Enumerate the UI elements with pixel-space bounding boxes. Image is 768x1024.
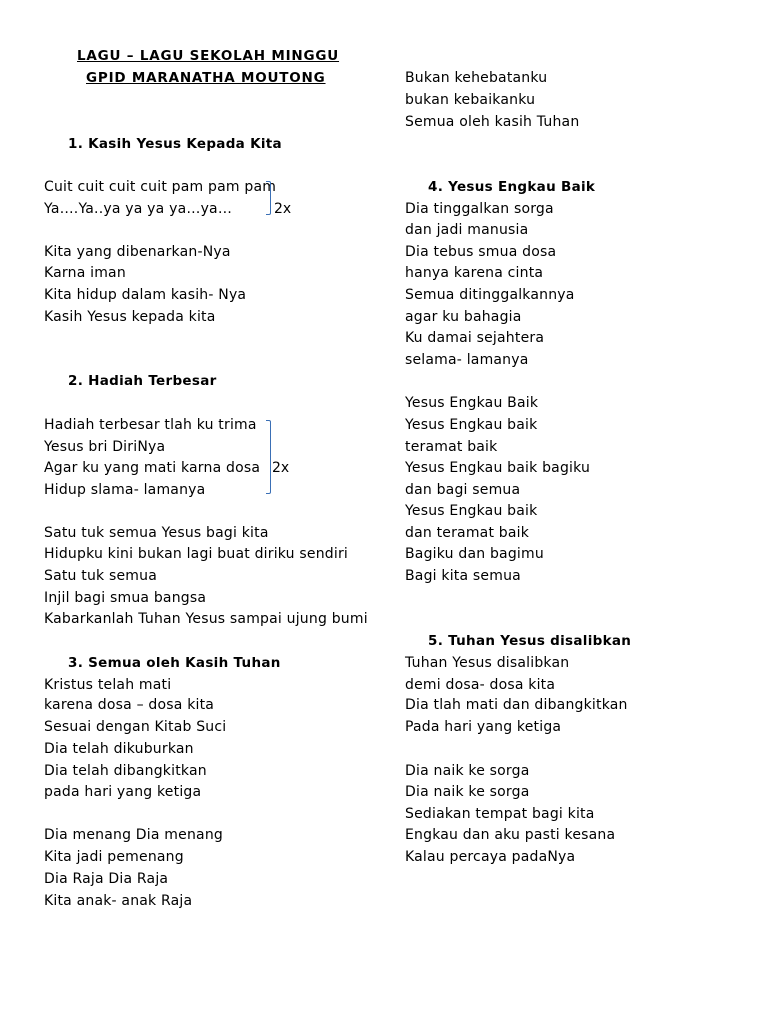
song-4-line: Bagiku dan bagimu <box>405 546 544 562</box>
song-3-line: Dia telah dibangkitkan <box>44 763 207 779</box>
song-4-line: dan teramat baik <box>405 525 530 541</box>
song-5-line: Dia naik ke sorga <box>405 784 530 800</box>
song-2-line: Satu tuk semua Yesus bagi kita <box>44 525 269 541</box>
song-4-line: Yesus Engkau baik <box>405 417 538 433</box>
song-1-line: Ya….Ya..ya ya ya ya…ya… <box>44 201 233 217</box>
song-4-line: Yesus Engkau baik <box>405 503 538 519</box>
song-3-line: bukan kebaikanku <box>405 92 536 108</box>
song-5-line: Dia naik ke sorga <box>405 763 530 779</box>
song-4-line: hanya karena cinta <box>405 265 544 281</box>
song-3-line: Kita anak- anak Raja <box>44 893 193 909</box>
song-4-line: Dia tebus smua dosa <box>405 244 557 260</box>
song-1-line: Cuit cuit cuit cuit pam pam pam <box>44 179 277 195</box>
song-2-line: Satu tuk semua <box>44 568 157 584</box>
song-4-line: Yesus Engkau baik bagiku <box>405 460 591 476</box>
repeat-bracket <box>266 181 271 215</box>
song-4-line: dan jadi manusia <box>405 222 529 238</box>
song-1-line: Kasih Yesus kepada kita <box>44 309 216 325</box>
song-3-line: pada hari yang ketiga <box>44 784 202 800</box>
song-3-line: Semua oleh kasih Tuhan <box>405 114 580 130</box>
song-4-line: Semua ditinggalkannya <box>405 287 575 303</box>
song-3-heading: 3. Semua oleh Kasih Tuhan <box>68 655 281 671</box>
song-3-line: Dia Raja Dia Raja <box>44 871 169 887</box>
song-4-line: Yesus Engkau Baik <box>405 395 539 411</box>
song-2-line: Yesus bri DiriNya <box>44 439 166 455</box>
song-5-line: Sediakan tempat bagi kita <box>405 806 595 822</box>
document-title-line2: GPID MARANATHA MOUTONG <box>86 70 326 86</box>
song-4-line: Dia tinggalkan sorga <box>405 201 554 217</box>
document-title-line1: LAGU – LAGU SEKOLAH MINGGU <box>77 48 340 64</box>
song-2-heading: 2. Hadiah Terbesar <box>68 373 217 389</box>
song-5-line: Engkau dan aku pasti kesana <box>405 827 616 843</box>
song-2-line: Hidupku kini bukan lagi buat diriku sendiri <box>44 546 348 562</box>
song-1-heading: 1. Kasih Yesus Kepada Kita <box>68 136 282 152</box>
song-3-line: Dia telah dikuburkan <box>44 741 194 757</box>
song-4-line: agar ku bahagia <box>405 309 522 325</box>
repeat-marker-song-1: 2x <box>274 201 292 217</box>
song-2-line: Hadiah terbesar tlah ku trima <box>44 417 257 433</box>
song-5-line: Pada hari yang ketiga <box>405 719 562 735</box>
song-2-line: Agar ku yang mati karna dosa <box>44 460 261 476</box>
song-5-heading: 5. Tuhan Yesus disalibkan <box>428 633 632 649</box>
song-3-line: Kristus telah mati <box>44 677 172 693</box>
song-5-line: Dia tlah mati dan dibangkitkan <box>405 697 628 713</box>
song-3-line: karena dosa – dosa kita <box>44 697 215 713</box>
song-4-line: dan bagi semua <box>405 482 521 498</box>
song-5-line: Kalau percaya padaNya <box>405 849 576 865</box>
repeat-marker-song-2: 2x <box>272 460 290 476</box>
song-1-line: Kita hidup dalam kasih- Nya <box>44 287 247 303</box>
song-4-heading: 4. Yesus Engkau Baik <box>428 179 596 195</box>
song-1-line: Karna iman <box>44 265 126 281</box>
song-4-line: selama- lamanya <box>405 352 529 368</box>
song-4-line: Bagi kita semua <box>405 568 521 584</box>
repeat-bracket <box>266 420 271 494</box>
song-2-line: Injil bagi smua bangsa <box>44 590 207 606</box>
song-5-line: Tuhan Yesus disalibkan <box>405 655 570 671</box>
song-5-line: demi dosa- dosa kita <box>405 677 556 693</box>
song-2-line: Kabarkanlah Tuhan Yesus sampai ujung bumi <box>44 611 368 627</box>
song-3-line: Bukan kehebatanku <box>405 70 548 86</box>
song-4-line: teramat baik <box>405 439 498 455</box>
song-1-line: Kita yang dibenarkan-Nya <box>44 244 231 260</box>
song-3-line: Kita jadi pemenang <box>44 849 184 865</box>
song-4-line: Ku damai sejahtera <box>405 330 545 346</box>
song-3-line: Dia menang Dia menang <box>44 827 223 843</box>
song-2-line: Hidup slama- lamanya <box>44 482 206 498</box>
song-3-line: Sesuai dengan Kitab Suci <box>44 719 227 735</box>
